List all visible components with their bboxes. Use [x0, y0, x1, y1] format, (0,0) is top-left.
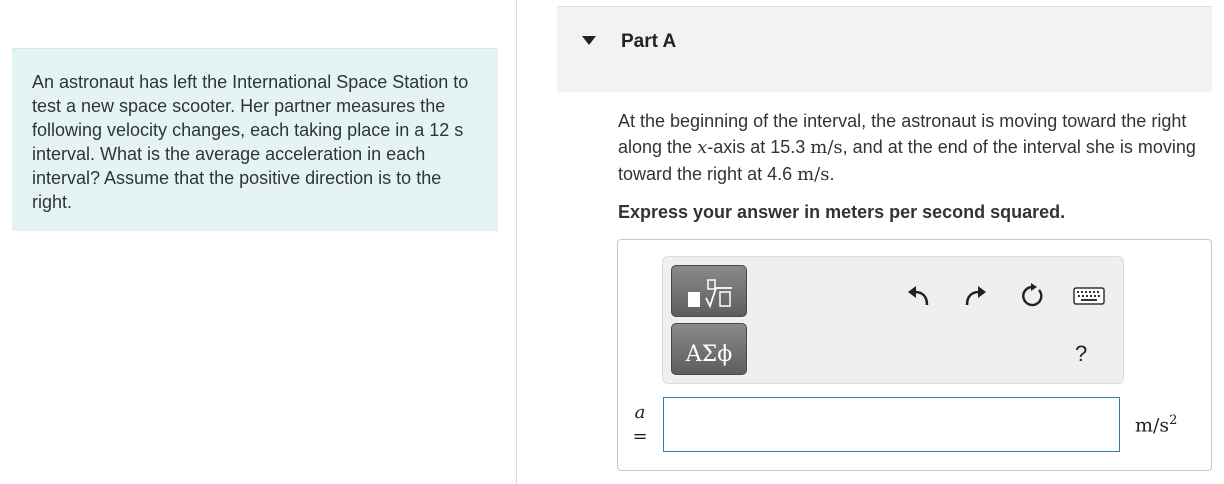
equals-sign: = — [632, 426, 648, 447]
collapse-caret-icon[interactable] — [582, 36, 596, 45]
answer-variable: a — [634, 402, 646, 423]
answer-instruction: Express your answer in meters per second squared. — [618, 202, 1066, 222]
answer-variable-label — [632, 402, 648, 448]
answer-unit: $m/s^2$ — [1135, 413, 1178, 437]
answer-input[interactable] — [663, 397, 1120, 452]
greek-symbols-button[interactable] — [671, 323, 747, 375]
undo-icon — [905, 283, 931, 309]
redo-icon — [963, 283, 989, 309]
part-title: Part A — [621, 31, 677, 52]
axis-variable: x — [697, 137, 708, 158]
column-divider — [516, 0, 517, 484]
templates-icon — [672, 266, 748, 318]
help-button[interactable]: ? — [1075, 341, 1088, 366]
reset-icon — [1019, 283, 1045, 309]
templates-button[interactable] — [671, 265, 747, 317]
reset-button[interactable] — [1015, 279, 1049, 313]
keyboard-button[interactable] — [1069, 279, 1109, 313]
velocity-unit-end: m/s — [797, 164, 830, 185]
keyboard-icon — [1073, 286, 1105, 306]
question-text: At the beginning of the interval, the astronaut is moving toward the right along the x-axis at 15.3 m/s, and at the end of the interval she is moving toward the right at 4.6 m/s. — [618, 111, 1196, 185]
problem-intro-panel — [12, 48, 498, 231]
redo-button[interactable] — [959, 279, 993, 313]
undo-button[interactable] — [901, 279, 935, 313]
greek-symbols-label: ΑΣϕ — [685, 342, 733, 367]
part-header[interactable] — [557, 6, 1212, 92]
velocity-unit-start: m/s — [810, 137, 843, 158]
math-toolbar — [662, 256, 1124, 384]
problem-intro-text: An astronaut has left the International Space Station to test a new space scooter. Her partner measures the following velocity changes, each taking place in a 12 s interval. What is the average acceleration in each interval? Assume that the positive direction is to the right. — [32, 72, 469, 212]
